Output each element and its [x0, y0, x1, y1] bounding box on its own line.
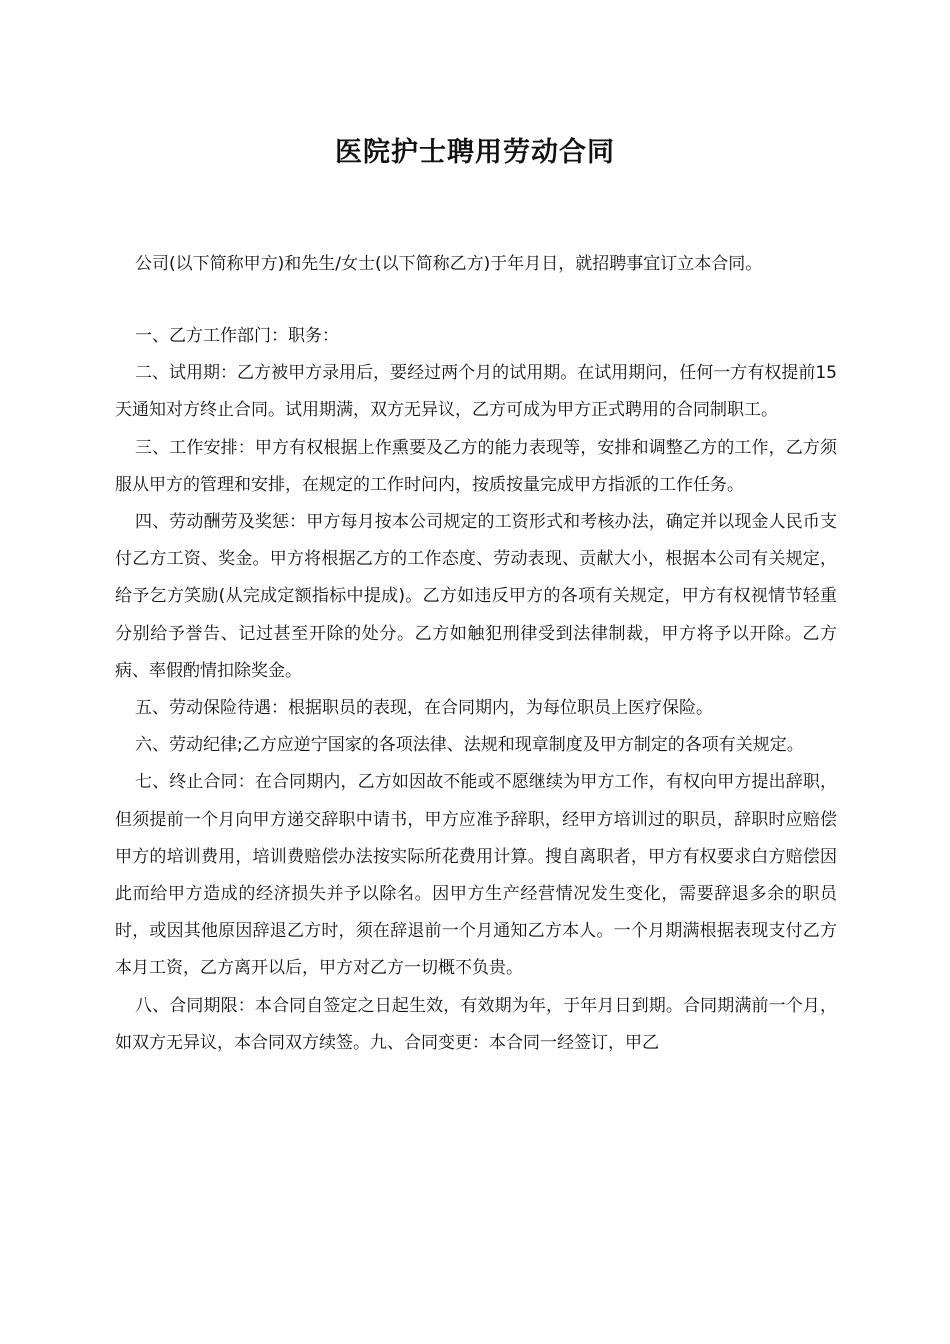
clause-7-termination: 七、终止合同：在合同期内，乙方如因故不能或不愿继续为甲方工作，有权向甲方提出辞职，但须提前一个月向甲方递交辞职中请书，甲方应准予辞职，经甲方培训过的职员，辞职时应赔偿甲方的培训费用，培训费赔偿办法按实际所花费用计算。搜自离职者，甲方有权要求白方赔偿因此而给甲方造成的经济损失并予以除名。因甲方生产经营情况发生变化，需要辞退多余的职员时，或因其他原因辞退乙方时，须在辞退前一个月通知乙方本人。一个月期满根据表现支付乙方本月工资，乙方离开以后，甲方对乙方一切概不负贵。 — [115, 772, 837, 979]
contract-intro: 公司(以下简称甲方)和先生/女士(以下简称乙方)于年月日，就招聘事宜订立本合同。 — [135, 254, 763, 274]
clause-2-probation: 二、试用期：乙方被甲方录用后，要经过两个月的试用期。在试用期问，任何一方有权提前15天通知对方终止合同。试用期满，双方无异议，乙方可成为甲方正式聘用的合同制职工。 — [115, 363, 837, 421]
clause-4-remuneration: 四、劳动酬劳及奖惩：甲方每月按本公司规定的工资形式和考核办法，确定并以现金人民币支付乙方工资、奖金。甲方将根据乙方的工作态度、劳动表现、贡献大小，根据本公司有关规定，给予乞方笑励(从完成定额指标中提成)。乙方如违反甲方的各项有关规定，甲方有权视情节轻重分别给予誉告、记过甚至开除的处分。乙方如触犯刑律受到法律制裁，甲方将予以开除。乙方病、率假酌情扣除奖金。 — [115, 512, 837, 681]
clause-5-insurance: 五、劳动保险待遇：根据职员的表现，在合同期内，为每位职员上医疗保险。 — [135, 698, 713, 719]
clause-3-work-arrangement: 三、工作安排：甲方有权根据上作熏要及乙方的能力表现等，安排和调整乙方的工作，乙方须服从甲方的管理和安排，在规定的工作时问内，按质按量完成甲方指派的工作任务。 — [115, 437, 837, 495]
clause-8-term: 八、合同期限：本合同自签定之日起生效，有效期为年，于年月日到期。合同期满前一个月，如双方无异议，本合同双方续签。九、合同变更：本合同一经签订，甲乙 — [115, 995, 837, 1053]
document-title: 医院护士聘用劳动合同 — [335, 137, 615, 168]
contract-clauses — [115, 318, 837, 1062]
clause-6-discipline: 六、劳动纪律;乙方应逆宁国家的各项法律、法规和现章制度及甲方制定的各项有关规定。 — [135, 735, 804, 756]
clause-1-department: 一、乙方工作部门：职务： — [135, 326, 339, 346]
